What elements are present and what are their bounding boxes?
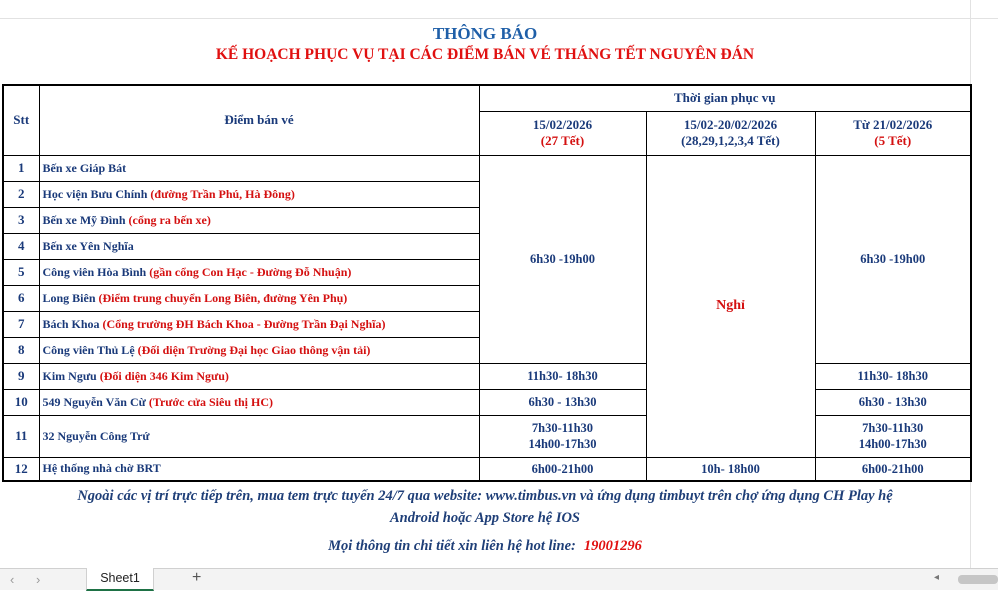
add-sheet-icon[interactable]: + xyxy=(192,569,202,586)
row-stt: 6 xyxy=(3,285,39,311)
place-note: (cổng ra bến xe) xyxy=(125,212,211,227)
hours-row10-period1: 6h30 - 13h30 xyxy=(479,389,646,415)
table-row xyxy=(3,155,971,181)
scroll-left-icon[interactable]: ◂ xyxy=(934,572,940,583)
next-sheet-icon[interactable]: › xyxy=(36,572,41,587)
row-place xyxy=(39,415,479,457)
footer-online-info-cont: Android hoặc App Store hệ IOS xyxy=(389,510,580,526)
place-name: 32 Nguyễn Công Trứ xyxy=(42,428,150,443)
row-place xyxy=(39,311,479,337)
horizontal-scrollbar[interactable] xyxy=(958,575,998,584)
hours-afternoon: 14h00-17h30 xyxy=(858,437,927,451)
hours-morning: 7h30-11h30 xyxy=(531,421,594,435)
schedule-table xyxy=(2,84,972,482)
hotline-number: 19001296 xyxy=(583,538,642,554)
row-place xyxy=(39,457,479,481)
hours-rows1-8-period1: 6h30 -19h00 xyxy=(479,155,646,363)
hours-row12-period3: 6h00-21h00 xyxy=(815,457,971,481)
prev-sheet-icon[interactable]: ‹ xyxy=(10,572,15,587)
notice-title: THÔNG BÁO xyxy=(432,24,538,43)
place-name: Học viện Bưu Chính xyxy=(42,186,148,201)
row-place xyxy=(39,207,479,233)
row-stt: 3 xyxy=(3,207,39,233)
place-note: (Điểm trung chuyển Long Biên, đường Yên Phụ) xyxy=(95,290,348,305)
row-stt: 4 xyxy=(3,233,39,259)
place-name: Bến xe Yên Nghĩa xyxy=(42,238,134,253)
row-stt: 5 xyxy=(3,259,39,285)
hours-row11-period3 xyxy=(815,415,971,457)
row-stt: 10 xyxy=(3,389,39,415)
period-note: (28,29,1,2,3,4 Tết) xyxy=(681,133,780,148)
notice-subtitle: KẾ HOẠCH PHỤC VỤ TẠI CÁC ĐIỂM BÁN VÉ THÁNG TẾT NGUYÊN ĐÁN xyxy=(215,46,755,63)
place-name: Công viên Thủ Lệ xyxy=(42,342,135,357)
sheet-tab-sheet1[interactable]: Sheet1 xyxy=(86,568,154,591)
row-place xyxy=(39,181,479,207)
footer-hotline xyxy=(0,538,970,555)
row-stt: 12 xyxy=(3,457,39,481)
place-note: (Đối diện Trường Đại học Giao thông vận tải) xyxy=(134,342,371,357)
place-name: Bến xe Giáp Bát xyxy=(42,160,127,175)
place-name: Hệ thống nhà chờ BRT xyxy=(42,461,161,476)
table-row xyxy=(3,363,971,389)
place-name: Bách Khoa xyxy=(42,316,100,331)
row-place xyxy=(39,285,479,311)
header-place: Điểm bán vé xyxy=(39,85,479,155)
header-period-3 xyxy=(815,111,971,155)
period-date: Từ 21/02/2026 xyxy=(853,117,933,132)
row-stt: 1 xyxy=(3,155,39,181)
row-place xyxy=(39,389,479,415)
place-name: Bến xe Mỹ Đình xyxy=(42,212,126,227)
table-row xyxy=(3,389,971,415)
hours-rows1-8-period3: 6h30 -19h00 xyxy=(815,155,971,363)
place-note: (Trước cửa Siêu thị HC) xyxy=(145,394,273,409)
row-place xyxy=(39,233,479,259)
table-row xyxy=(3,457,971,481)
row-place xyxy=(39,363,479,389)
hours-row11-period1 xyxy=(479,415,646,457)
place-note: (gần cổng Con Hạc - Đường Đỗ Nhuận) xyxy=(146,264,352,279)
hours-row9-period3: 11h30- 18h30 xyxy=(815,363,971,389)
place-name: Công viên Hòa Bình xyxy=(42,264,147,279)
gridline xyxy=(0,18,998,19)
closed-label: Nghỉ xyxy=(646,155,815,457)
place-name: Kim Ngưu xyxy=(42,368,97,383)
row-stt: 8 xyxy=(3,337,39,363)
row-stt: 9 xyxy=(3,363,39,389)
period-note: (5 Tết) xyxy=(874,133,912,148)
row-stt: 7 xyxy=(3,311,39,337)
row-stt: 11 xyxy=(3,415,39,457)
header-time-group: Thời gian phục vụ xyxy=(479,85,971,111)
period-note: (27 Tết) xyxy=(540,133,585,148)
hours-row10-period3: 6h30 - 13h30 xyxy=(815,389,971,415)
footer-online-info: Ngoài các vị trí trực tiếp trên, mua tem trực tuyến 24/7 qua website: www.timbus.vn và ứng dụng timbuyt trên chợ ứng dụng CH Play hệ xyxy=(77,488,893,504)
header-stt: Stt xyxy=(3,85,39,155)
row-place xyxy=(39,259,479,285)
period-date: 15/02/2026 xyxy=(532,117,593,132)
hours-morning: 7h30-11h30 xyxy=(862,421,924,435)
hours-row12-period2: 10h- 18h00 xyxy=(646,457,815,481)
hours-row12-period1: 6h00-21h00 xyxy=(479,457,646,481)
hours-row9-period1: 11h30- 18h30 xyxy=(479,363,646,389)
hotline-label: Mọi thông tin chi tiết xin liên hệ hot line: xyxy=(328,538,576,554)
place-name: Long Biên xyxy=(42,290,96,305)
sheet-tab-bar xyxy=(0,568,998,590)
table-row xyxy=(3,415,971,457)
row-place xyxy=(39,155,479,181)
place-note: (đường Trần Phú, Hà Đông) xyxy=(147,186,295,201)
place-name: 549 Nguyễn Văn Cừ xyxy=(42,394,146,409)
row-stt: 2 xyxy=(3,181,39,207)
row-place xyxy=(39,337,479,363)
header-period-2 xyxy=(646,111,815,155)
place-note: (Đối diện 346 Kim Ngưu) xyxy=(96,368,229,383)
period-date: 15/02-20/02/2026 xyxy=(683,117,778,132)
header-period-1 xyxy=(479,111,646,155)
place-note: (Cổng trường ĐH Bách Khoa - Đường Trần Đại Nghĩa) xyxy=(99,316,386,331)
hours-afternoon: 14h00-17h30 xyxy=(528,437,597,451)
